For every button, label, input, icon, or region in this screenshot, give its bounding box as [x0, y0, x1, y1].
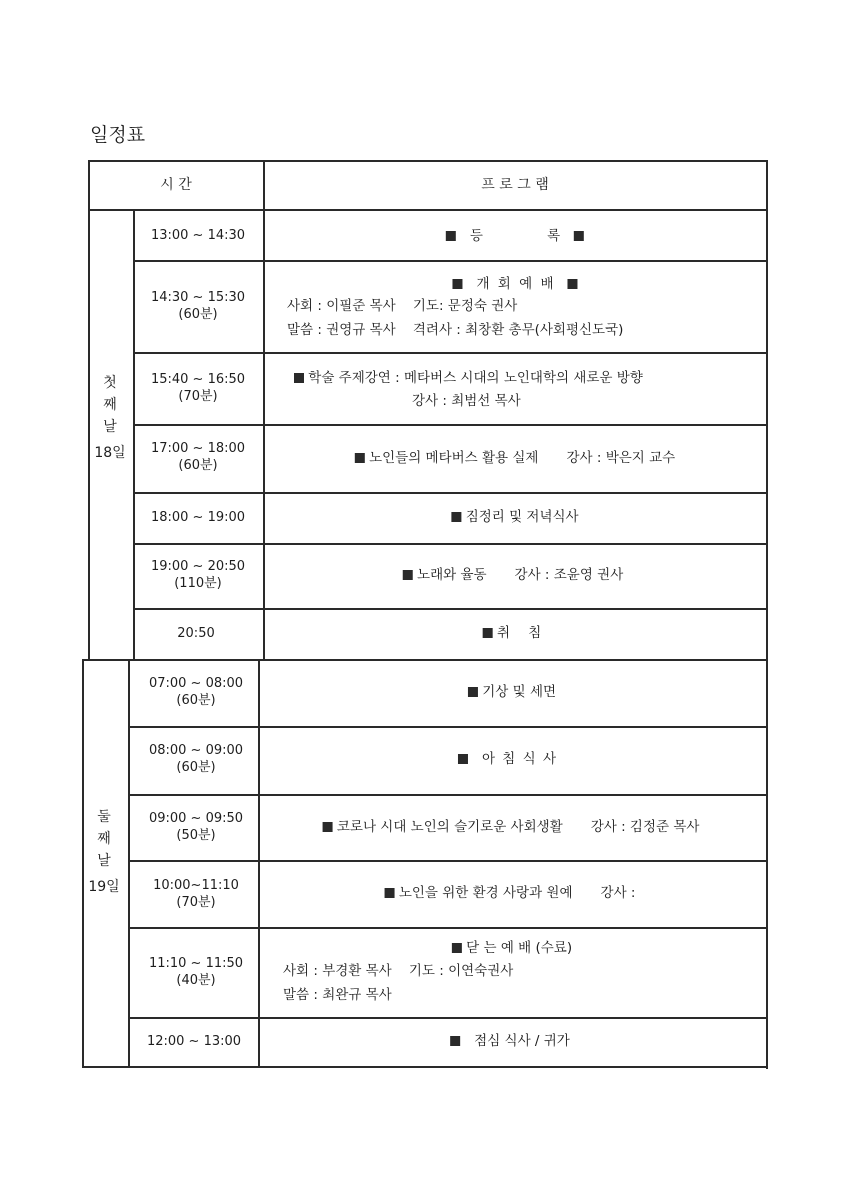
row-divider	[133, 260, 767, 262]
program-cell: 노인들의 메타버스 활용 실제 강사 : 박은지 교수	[355, 452, 675, 466]
table-border-bottom	[82, 1066, 767, 1068]
square-bullet-icon	[574, 231, 584, 241]
program-cell: 코로나 시대 노인의 슬기로운 사회생활 강사 : 김정준 목사	[323, 821, 700, 835]
square-bullet-icon	[483, 628, 493, 638]
header-time: 시 간	[160, 177, 192, 193]
program-cell: 짐정리 및 저녁식사	[451, 511, 578, 525]
program-cell: 기상 및 세면	[468, 686, 556, 700]
time-cell: 17:00 ~ 18:00 (60분)	[150, 441, 246, 473]
row-divider	[133, 543, 767, 545]
day2-label: 둘 째 날	[97, 809, 111, 869]
table-border-top	[88, 160, 767, 162]
row-divider	[128, 927, 767, 929]
day2-date: 19일	[88, 879, 120, 895]
square-bullet-icon	[568, 279, 578, 289]
program-detail: 사회 : 부경환 목사 기도 : 이연숙권사	[283, 963, 514, 979]
program-cell: 점심 식사 / 귀가	[450, 1035, 570, 1049]
time-cell: 20:50	[177, 626, 215, 641]
square-bullet-icon	[385, 888, 395, 898]
header-divider	[88, 209, 767, 211]
program-cell: 노인을 위한 환경 사랑과 원예 강사 :	[385, 887, 636, 901]
program-cell: 아 침 식 사	[458, 753, 556, 767]
program-cell: 취 침	[483, 627, 542, 641]
program-detail: 사회 : 이필준 목사 기도: 문정숙 권사	[287, 298, 518, 314]
time-cell: 07:00 ~ 08:00 (60분)	[148, 676, 244, 708]
time-cell: 14:30 ~ 15:30 (60분)	[150, 290, 246, 322]
day-divider	[82, 659, 767, 661]
time-cell: 13:00 ~ 14:30	[150, 228, 246, 243]
program-cell: 노래와 율동 강사 : 조윤영 권사	[403, 569, 624, 583]
row-divider	[128, 1017, 767, 1019]
program-detail: 말씀 : 권영규 목사 격려사 : 최창환 총무(사회평신도국)	[287, 322, 624, 338]
square-bullet-icon	[452, 279, 462, 289]
page-title: 일정표	[90, 124, 146, 146]
row-divider	[133, 608, 767, 610]
row-divider	[133, 492, 767, 494]
row-divider	[128, 860, 767, 862]
day1-date: 18일	[94, 445, 126, 461]
square-bullet-icon	[451, 512, 461, 522]
time-cell: 10:00~11:10 (70분)	[153, 878, 239, 910]
time-cell: 08:00 ~ 09:00 (60분)	[148, 743, 244, 775]
time-cell: 18:00 ~ 19:00	[150, 510, 246, 525]
header-program: 프 로 그 램	[481, 177, 549, 193]
time-cell: 15:40 ~ 16:50 (70분)	[150, 372, 246, 404]
table-border-left-lower	[82, 660, 84, 1067]
square-bullet-icon	[294, 373, 304, 383]
program-cell: 등 록	[446, 230, 584, 244]
col-divider-day-lower	[128, 660, 130, 1067]
square-bullet-icon	[403, 570, 413, 580]
square-bullet-icon	[355, 453, 365, 463]
square-bullet-icon	[450, 1036, 460, 1046]
square-bullet-icon	[452, 943, 462, 953]
program-cell: 학술 주제강연 : 메타버스 시대의 노인대학의 새로운 방향	[294, 372, 643, 386]
time-cell: 11:10 ~ 11:50 (40분)	[148, 956, 244, 988]
time-cell: 09:00 ~ 09:50 (50분)	[148, 811, 244, 843]
table-border-left-upper	[88, 160, 90, 660]
program-detail: 강사 : 최범선 목사	[412, 393, 521, 409]
program-detail: 말씀 : 최완규 목사	[283, 987, 392, 1003]
time-cell: 12:00 ~ 13:00	[146, 1034, 242, 1049]
col-divider-program-lower	[258, 660, 260, 1067]
program-cell: 개 회 예 배	[452, 278, 577, 292]
table-border-right	[766, 160, 768, 1069]
program-cell: 닫 는 예 배 (수료)	[452, 942, 572, 956]
time-cell: 19:00 ~ 20:50 (110분)	[150, 559, 246, 591]
row-divider	[128, 794, 767, 796]
row-divider	[133, 352, 767, 354]
square-bullet-icon	[468, 687, 478, 697]
square-bullet-icon	[323, 822, 333, 832]
row-divider	[128, 726, 767, 728]
col-divider-day	[133, 210, 135, 660]
square-bullet-icon	[458, 754, 468, 764]
col-divider-program	[263, 160, 265, 660]
square-bullet-icon	[446, 231, 456, 241]
row-divider	[133, 424, 767, 426]
day1-label: 첫 째 날	[103, 375, 117, 435]
